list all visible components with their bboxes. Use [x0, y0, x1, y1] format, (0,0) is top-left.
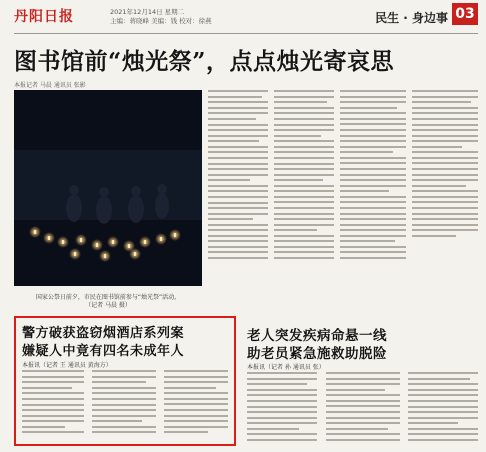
- page-header: [0, 0, 486, 40]
- issue-date: 2021年12月14日 星期二: [110, 8, 185, 16]
- boxed-text-column-3: [164, 370, 228, 442]
- right-story-title-line1: 老人突发疾病命悬一线: [247, 328, 387, 344]
- lead-text-column-2: [274, 90, 334, 286]
- photo-caption: [14, 294, 202, 310]
- page-number: 03: [452, 3, 478, 25]
- newspaper-logo: 丹阳日报: [14, 9, 74, 25]
- lead-text-column-1: [208, 90, 268, 286]
- lead-photo: [14, 90, 202, 286]
- lead-text-column-4: [412, 90, 478, 286]
- photo-caption-credit: （记者 马晨 摄）: [85, 302, 131, 309]
- boxed-text-column-1: [22, 370, 84, 442]
- right-story-byline: 本报讯（记者 孙 通讯员 张）: [247, 364, 325, 371]
- right-text-column-1: [247, 372, 317, 446]
- lead-headline: 图书馆前“烛光祭”，点点烛光寄哀思: [14, 48, 394, 75]
- right-text-column-3: [408, 372, 478, 446]
- boxed-story-title-line2: 嫌疑人中竟有四名未成年人: [22, 344, 185, 359]
- section-title: 民生 · 身边事: [375, 11, 448, 25]
- boxed-story-title-line1: 警方破获盗窃烟酒店系列案: [22, 326, 185, 341]
- lead-text-column-3: [340, 90, 406, 286]
- lead-byline: 本报记者 马晨 通讯员 张影: [14, 82, 86, 89]
- boxed-text-column-2: [92, 370, 156, 442]
- editor-line: 主编：蒋晓峰 美编：钱 校对：徐燕: [110, 17, 212, 25]
- boxed-story-byline: 本报讯（记者 王 通讯员 黄海方）: [22, 362, 112, 369]
- photo-caption-text: 国家公祭日前夕，市民在图书馆前参与“烛光祭”活动。: [35, 294, 181, 301]
- right-story-title-line2: 助老员紧急施救助脱险: [247, 346, 387, 362]
- highlighted-story-box: [14, 316, 236, 446]
- right-text-column-2: [326, 372, 400, 446]
- header-rule: [14, 33, 478, 34]
